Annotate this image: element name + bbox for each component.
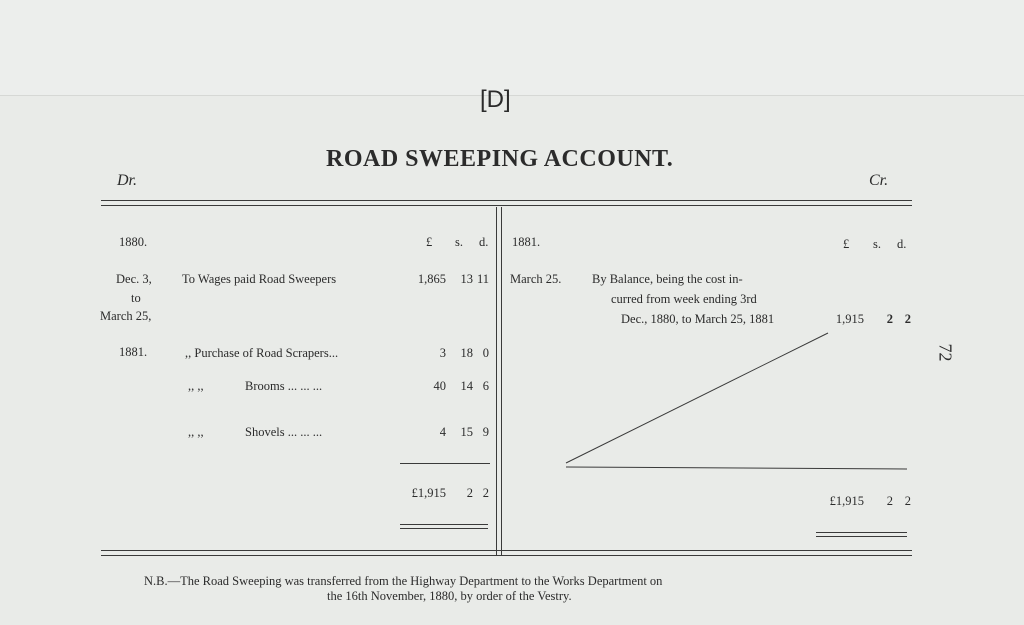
credit-date: March 25.: [510, 272, 562, 286]
credit-total-rule-2: [816, 536, 907, 537]
scrapers-pence: 0: [482, 346, 489, 360]
shovels-description: Shovels ... ... ...: [245, 425, 323, 439]
credit-pence-header: d.: [897, 237, 907, 251]
credit-year: 1881.: [512, 235, 541, 249]
center-rule-2: [501, 207, 502, 556]
debit-year-1880: 1880.: [119, 235, 148, 249]
wages-shillings: 13: [460, 272, 473, 286]
center-rule: [496, 207, 497, 556]
brooms-shillings: 14: [460, 379, 473, 393]
shovels-ditto: ,, ,,: [188, 425, 204, 439]
brooms-ditto: ,, ,,: [188, 379, 204, 393]
credit-desc-line-3: Dec., 1880, to March 25, 1881: [621, 312, 775, 326]
credit-shillings-header: s.: [873, 237, 881, 251]
debit-date-to-word: to: [131, 291, 141, 305]
debit-total-rule-2: [400, 528, 488, 529]
credit-desc-line-2: curred from week ending 3rd: [611, 292, 757, 306]
scrapers-description: ,, Purchase of Road Scrapers...: [185, 346, 339, 360]
credit-pounds-header: £: [843, 237, 850, 251]
credit-total-pence: 2: [904, 494, 911, 508]
wages-pounds: 1,865: [417, 272, 446, 286]
page-number: 72: [935, 343, 956, 362]
debit-date-from: Dec. 3,: [116, 272, 152, 286]
brooms-description: Brooms ... ... ...: [245, 379, 323, 393]
page-title: ROAD SWEEPING ACCOUNT.: [326, 146, 674, 172]
balance-pounds: 1,915: [835, 312, 864, 326]
debit-sum-rule: [400, 463, 490, 464]
shovels-pounds: 4: [439, 425, 446, 439]
top-rule-2: [101, 205, 912, 206]
section-label: [D]: [480, 86, 511, 113]
credit-total-pounds: £1,915: [829, 494, 864, 508]
credit-total-shillings: 2: [886, 494, 893, 508]
scrapers-pounds: 3: [439, 346, 446, 360]
brooms-pounds: 40: [433, 379, 446, 393]
balance-shillings: 2: [886, 312, 893, 326]
credit-heading: Cr.: [869, 172, 889, 189]
debit-total-rule: [400, 524, 488, 525]
debit-pounds-header: £: [426, 235, 433, 249]
bottom-rule: [101, 550, 912, 551]
debit-heading: Dr.: [117, 172, 138, 189]
top-rule: [101, 200, 912, 201]
credit-total-rule: [816, 532, 907, 533]
wages-description: To Wages paid Road Sweepers: [182, 272, 337, 286]
paper-fold: [0, 0, 1024, 96]
debit-total-shillings: 2: [466, 486, 473, 500]
debit-total-pounds: £1,915: [411, 486, 446, 500]
scrapers-shillings: 18: [460, 346, 473, 360]
debit-year-1881: 1881.: [119, 345, 148, 359]
debit-total-pence: 2: [482, 486, 489, 500]
wages-pence: 11: [476, 272, 489, 286]
debit-shillings-header: s.: [455, 235, 463, 249]
bottom-rule-2: [101, 555, 912, 556]
footnote-line-1: N.B.—The Road Sweeping was transferred from the Highway Department to the Works Department on: [144, 574, 663, 588]
balance-pence: 2: [904, 312, 911, 326]
credit-desc-line-1: By Balance, being the cost in-: [592, 272, 743, 286]
brooms-pence: 6: [482, 379, 489, 393]
shovels-shillings: 15: [460, 425, 473, 439]
debit-date-to: March 25,: [100, 309, 152, 323]
debit-pence-header: d.: [479, 235, 489, 249]
shovels-pence: 9: [482, 425, 489, 439]
footnote-line-2: the 16th November, 1880, by order of the Vestry.: [327, 589, 572, 603]
